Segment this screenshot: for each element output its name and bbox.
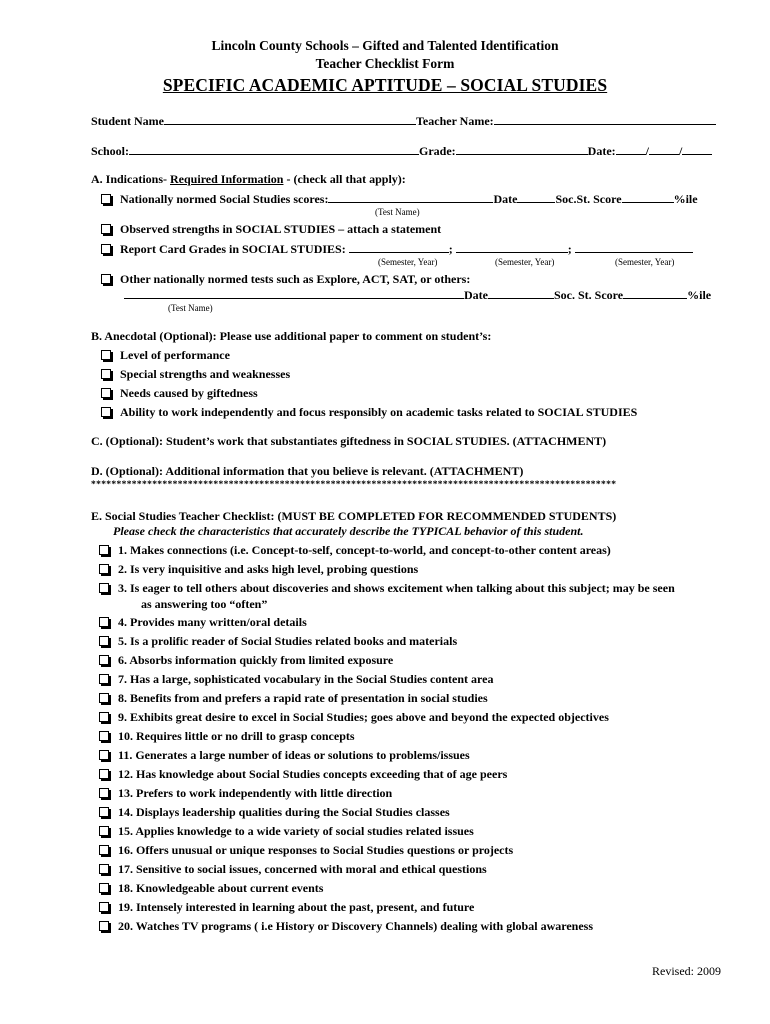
national-date-field[interactable] bbox=[517, 191, 555, 203]
checkbox[interactable] bbox=[101, 350, 111, 360]
checklist-item-label: 8. Benefits from and prefers a rapid rate of presentation in social studies bbox=[118, 691, 488, 705]
section-c-heading: C. (Optional): Student’s work that substantiates giftedness in SOCIAL STUDIES. (ATTACHMENT) bbox=[91, 434, 607, 448]
checklist-item-label: 9. Exhibits great desire to excel in Social Studies; goes above and beyond the expected objectives bbox=[118, 710, 609, 724]
checklist-item-label: 2. Is very inquisitive and asks high level, probing questions bbox=[118, 562, 419, 576]
ile-label: %ile bbox=[673, 192, 698, 206]
score-label: Soc.St. Score bbox=[555, 192, 622, 206]
grade-field-2[interactable] bbox=[456, 241, 568, 253]
checklist-item-label: 19. Intensely interested in learning about the past, present, and future bbox=[118, 900, 475, 914]
checklist-item-label: 18. Knowledgeable about current events bbox=[118, 881, 324, 895]
teacher-name-label: Teacher Name: bbox=[416, 114, 494, 128]
required-info-label: Required Information bbox=[170, 172, 284, 186]
item-label: Special strengths and weaknesses bbox=[120, 367, 291, 381]
section-a-item-observed bbox=[101, 222, 441, 237]
checklist-item bbox=[99, 672, 493, 687]
section-e-instruction: Please check the characteristics that accurately describe the TYPICAL behavior of this student. bbox=[113, 524, 584, 538]
header-district: Lincoln County Schools – Gifted and Talented Identification bbox=[211, 38, 559, 53]
checkbox[interactable] bbox=[99, 712, 109, 722]
checkbox[interactable] bbox=[99, 564, 109, 574]
checkbox[interactable] bbox=[99, 545, 109, 555]
checklist-item-label: 13. Prefers to work independently with little direction bbox=[118, 786, 393, 800]
checkbox[interactable] bbox=[99, 845, 109, 855]
checklist-item bbox=[99, 748, 470, 763]
checkbox[interactable] bbox=[101, 407, 111, 417]
date-label: Date bbox=[464, 288, 488, 302]
checklist-item bbox=[99, 881, 323, 896]
checkbox[interactable] bbox=[99, 617, 109, 627]
checklist-item-label: 5. Is a prolific reader of Social Studies related books and materials bbox=[118, 634, 458, 648]
section-b-item bbox=[101, 386, 258, 401]
national-scores-label: Nationally normed Social Studies scores: bbox=[120, 192, 329, 206]
checklist-item bbox=[99, 653, 393, 668]
checklist-item-label: 20. Watches TV programs ( i.e History or Discovery Channels) dealing with global awareness bbox=[118, 919, 594, 933]
checkbox[interactable] bbox=[99, 902, 109, 912]
checklist-item-label: 3. Is eager to tell others about discoveries and shows excitement when talking about this subject; may be seen bbox=[118, 581, 675, 595]
item-label: Level of performance bbox=[120, 348, 230, 362]
checklist-item bbox=[99, 634, 457, 649]
checkbox[interactable] bbox=[99, 750, 109, 760]
checklist-item-label: 11. Generates a large number of ideas or solutions to problems/issues bbox=[118, 748, 470, 762]
checkbox[interactable] bbox=[99, 826, 109, 836]
checkbox[interactable] bbox=[101, 274, 111, 284]
checkbox[interactable] bbox=[99, 769, 109, 779]
checklist-item-label: 7. Has a large, sophisticated vocabulary in the Social Studies content area bbox=[118, 672, 494, 686]
checkbox[interactable] bbox=[99, 807, 109, 817]
checkbox[interactable] bbox=[101, 388, 111, 398]
semester-year-caption-1: (Semester, Year) bbox=[378, 257, 438, 267]
checklist-item bbox=[99, 919, 593, 934]
page-title: SPECIFIC ACADEMIC APTITUDE – SOCIAL STUDIES bbox=[162, 75, 608, 95]
checklist-item-label: 15. Applies knowledge to a wide variety of social studies related issues bbox=[118, 824, 474, 838]
checklist-item bbox=[99, 824, 474, 839]
ile-label: %ile bbox=[687, 288, 712, 302]
checklist-item bbox=[99, 900, 474, 915]
section-a-item-other-tests bbox=[101, 272, 470, 287]
section-b-item bbox=[101, 405, 637, 420]
date-label: Date: bbox=[587, 144, 616, 158]
checkbox[interactable] bbox=[99, 731, 109, 741]
checkbox[interactable] bbox=[99, 674, 109, 684]
school-field[interactable] bbox=[129, 143, 419, 155]
grade-field-1[interactable] bbox=[349, 241, 449, 253]
checklist-item-label: 6. Absorbs information quickly from limited exposure bbox=[118, 653, 394, 667]
checkbox[interactable] bbox=[99, 693, 109, 703]
checkbox[interactable] bbox=[99, 583, 109, 593]
checkbox[interactable] bbox=[99, 921, 109, 931]
grade-label: Grade: bbox=[419, 144, 456, 158]
teacher-name-field[interactable] bbox=[494, 113, 716, 125]
checkbox[interactable] bbox=[101, 194, 111, 204]
checkbox[interactable] bbox=[99, 655, 109, 665]
other-tests-fields bbox=[124, 287, 711, 303]
item-label: Ability to work independently and focus responsibly on academic tasks related to SOCIAL STUDIES bbox=[120, 405, 638, 419]
checklist-item-label: 17. Sensitive to social issues, concerned with moral and ethical questions bbox=[118, 862, 487, 876]
other-test-name-field[interactable] bbox=[124, 287, 464, 299]
section-a-item-national-scores bbox=[101, 191, 698, 207]
section-e-heading: E. Social Studies Teacher Checklist: (MUST BE COMPLETED FOR RECOMMENDED STUDENTS) bbox=[91, 509, 617, 523]
date-year-field[interactable] bbox=[682, 143, 712, 155]
report-card-label: Report Card Grades in SOCIAL STUDIES: bbox=[120, 242, 346, 256]
checkbox[interactable] bbox=[99, 864, 109, 874]
header-form-name: Teacher Checklist Form bbox=[315, 56, 455, 71]
section-d-heading: D. (Optional): Additional information that you believe is relevant. (ATTACHMENT) bbox=[91, 464, 524, 478]
checklist-item-label: 4. Provides many written/oral details bbox=[118, 615, 307, 629]
checkbox[interactable] bbox=[99, 636, 109, 646]
grade-field[interactable] bbox=[456, 143, 588, 155]
checklist-item bbox=[99, 710, 609, 725]
checklist-item-label: 1. Makes connections (i.e. Concept-to-self, concept-to-world, and concept-to-other content areas) bbox=[118, 543, 611, 557]
date-month-field[interactable] bbox=[616, 143, 646, 155]
checkbox[interactable] bbox=[101, 244, 111, 254]
other-score-field[interactable] bbox=[623, 287, 687, 299]
star-divider: ******************************************************************************************************* bbox=[91, 480, 617, 490]
checkbox[interactable] bbox=[99, 883, 109, 893]
checklist-item bbox=[99, 543, 611, 558]
section-a-item-report-card: Report Card Grades in SOCIAL STUDIES: ; ; bbox=[101, 241, 693, 257]
school-label: School: bbox=[91, 144, 130, 158]
national-test-name-field[interactable] bbox=[328, 191, 493, 203]
school-grade-date-row: School: Grade: Date: / / bbox=[91, 143, 712, 159]
checklist-item bbox=[99, 767, 507, 782]
checklist-item-label: 16. Offers unusual or unique responses to Social Studies questions or projects bbox=[118, 843, 514, 857]
section-a-heading bbox=[91, 172, 406, 187]
date-day-field[interactable] bbox=[649, 143, 679, 155]
test-name-caption-2: (Test Name) bbox=[168, 303, 213, 313]
student-teacher-row bbox=[91, 113, 716, 129]
section-b-heading: B. Anecdotal (Optional): Please use additional paper to comment on student’s: bbox=[91, 329, 492, 343]
checklist-item bbox=[99, 729, 355, 744]
observed-strengths-label: Observed strengths in SOCIAL STUDIES – attach a statement bbox=[120, 222, 442, 236]
section-a-suffix: - (check all that apply): bbox=[283, 172, 406, 186]
date-label: Date bbox=[493, 192, 518, 206]
semester-year-caption-3: (Semester, Year) bbox=[615, 257, 675, 267]
other-tests-label: Other nationally normed tests such as Explore, ACT, SAT, or others: bbox=[120, 272, 471, 286]
item-label: Needs caused by giftedness bbox=[120, 386, 258, 400]
checkbox[interactable] bbox=[101, 369, 111, 379]
checklist-item bbox=[99, 615, 307, 630]
national-score-field[interactable] bbox=[622, 191, 674, 203]
section-b-item bbox=[101, 367, 290, 382]
checklist-item bbox=[99, 786, 392, 801]
checklist-item-label: 10. Requires little or no drill to grasp concepts bbox=[118, 729, 355, 743]
checklist-item bbox=[99, 691, 488, 706]
checklist-item bbox=[99, 562, 418, 577]
section-a-prefix: A. Indications- bbox=[91, 172, 171, 186]
checklist-item bbox=[99, 581, 675, 596]
student-name-label: Student Name bbox=[91, 114, 165, 128]
semester-year-caption-2: (Semester, Year) bbox=[495, 257, 555, 267]
checkbox[interactable] bbox=[101, 224, 111, 234]
grade-field-3[interactable] bbox=[575, 241, 693, 253]
checkbox[interactable] bbox=[99, 788, 109, 798]
item-3-continuation: as answering too “often” bbox=[141, 597, 268, 611]
other-date-field[interactable] bbox=[488, 287, 554, 299]
section-b-item bbox=[101, 348, 230, 363]
checklist-item bbox=[99, 843, 513, 858]
score-label: Soc. St. Score bbox=[554, 288, 624, 302]
checklist-item-label: 12. Has knowledge about Social Studies concepts exceeding that of age peers bbox=[118, 767, 508, 781]
checklist-item bbox=[99, 862, 487, 877]
revised-date: Revised: 2009 bbox=[652, 964, 721, 978]
test-name-caption: (Test Name) bbox=[375, 207, 420, 217]
student-name-field[interactable] bbox=[164, 113, 416, 125]
checklist-item bbox=[99, 805, 450, 820]
checklist-item-label: 14. Displays leadership qualities during the Social Studies classes bbox=[118, 805, 450, 819]
